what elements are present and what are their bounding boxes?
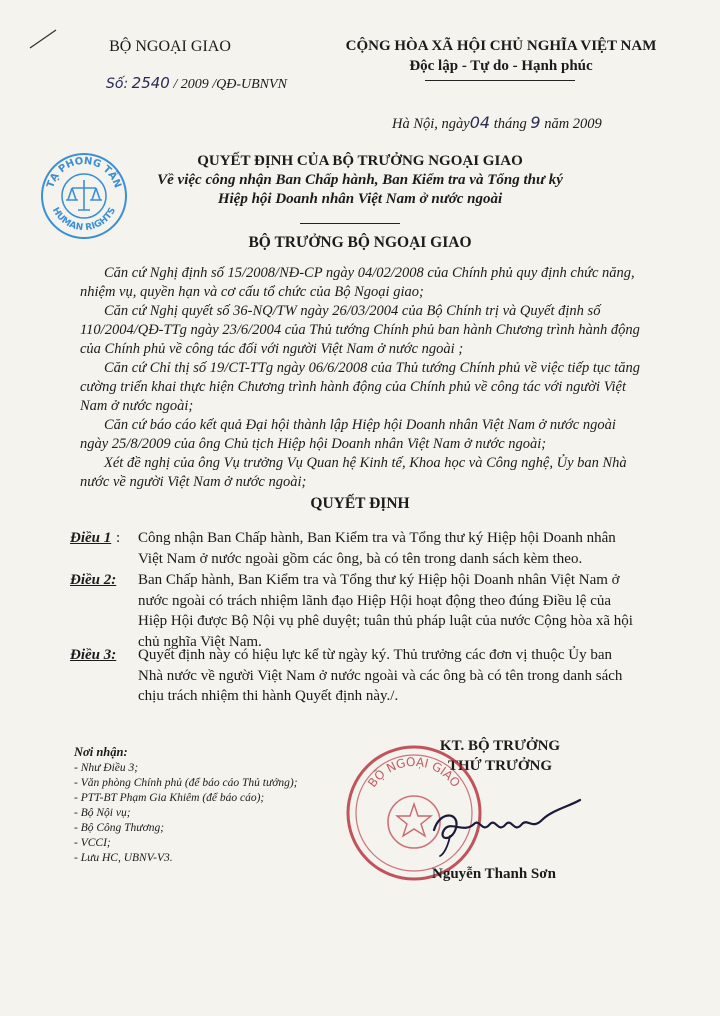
date-year: năm 2009 (544, 116, 602, 132)
date-month: 9 (530, 113, 541, 132)
preamble-2: Căn cứ Nghị quyết số 36-NQ/TW ngày 26/03/2004 của Bộ Chính trị và Quyết định số 110/2004/QĐ-TTg ngày 23/6/2004 của Thủ tướng Chính phủ ban hành Chương trình hành động của Chính phủ về công tác đối với người Việt Nam ở nước ngoài ; (80, 303, 640, 357)
recipient-item: - Như Điều 3; (74, 762, 139, 774)
recipient-item: - PTT-BT Phạm Gia Khiêm (để báo cáo); (74, 792, 265, 804)
title-underline (300, 223, 400, 224)
preamble-5: Xét đề nghị của ông Vụ trưởng Vụ Quan hệ Kinh tế, Khoa học và Công nghệ, Ủy ban Nhà nước về người Việt Nam ở nước ngoài; (80, 455, 627, 490)
recipient-item: - Bộ Nội vụ; (74, 807, 131, 819)
decision-title: QUYẾT ĐỊNH CỦA BỘ TRƯỞNG NGOẠI GIAO (197, 153, 523, 169)
republic-header: CỘNG HÒA XÃ HỘI CHỦ NGHĨA VIỆT NAM (345, 38, 657, 54)
date-day: 04 (469, 113, 491, 132)
issue-date (392, 113, 602, 133)
number-prefix: Số: (106, 76, 129, 92)
decision-subtitle-line2: Hiệp hội Doanh nhân Việt Nam ở nước ngoài (217, 191, 503, 207)
seal-text: BỘ NGOẠI GIAO (365, 754, 463, 790)
article-1 (70, 528, 650, 570)
signer-title-2: THỨ TRƯỞNG (447, 758, 553, 774)
recipient-item: - VCCI; (74, 837, 111, 849)
signer-title-1: KT. BỘ TRƯỞNG (439, 738, 561, 754)
recipient-item: - Bộ Công Thương; (74, 822, 165, 834)
article-1-text: Công nhận Ban Chấp hành, Ban Kiểm tra và Tổng thư ký Hiệp hội Doanh nhân Việt Nam ở nước ngoài gồm các ông, bà có tên trong danh sách kèm theo. (138, 530, 616, 567)
preamble-1: Căn cứ Nghị định số 15/2008/NĐ-CP ngày 04/02/2008 của Chính phủ quy định chức năng, nhiệm vụ, quyền hạn và cơ cấu tổ chức của Bộ Ngoại giao; (80, 265, 635, 300)
national-motto: Độc lập - Tự do - Hạnh phúc (409, 58, 593, 74)
preamble-3: Căn cứ Chỉ thị số 19/CT-TTg ngày 06/6/2008 của Thủ tướng Chính phủ về việc tiếp tục tăng cường triển khai thực hiện Chương trình hành động của Chính phủ về công tác với người Việt Nam ở nước ngoài; (80, 360, 640, 414)
logo-top-text: TẠ PHONG TẦN (45, 155, 123, 190)
human-rights-logo (38, 150, 130, 242)
recipient-item: - Lưu HC, UBNV-V3. (74, 852, 173, 864)
signer-name: Nguyễn Thanh Sơn (432, 866, 556, 882)
recipient-item: - Văn phòng Chính phủ (để báo cáo Thủ tướng); (74, 777, 298, 789)
decision-heading: QUYẾT ĐỊNH (310, 495, 410, 512)
date-place: Hà Nội, ngày (392, 116, 470, 132)
number-handwritten: 2540 (131, 74, 170, 92)
document-number (106, 74, 287, 93)
handwritten-signature (420, 790, 590, 860)
article-3 (70, 645, 650, 709)
pen-mark (28, 28, 58, 50)
article-2 (70, 570, 650, 654)
article-3-text: Quyết định này có hiệu lực kể từ ngày ký. Thủ trưởng các đơn vị thuộc Ủy ban Nhà nước về người Việt Nam ở nước ngoài và các ông bà có tên trong danh sách chịu trách nhiệm thi hành Quyết định này./. (138, 647, 623, 704)
svg-text:BỘ NGOẠI GIAO (365, 755, 463, 790)
article-2-label: Điều 2: (70, 572, 117, 588)
article-2-text: Ban Chấp hành, Ban Kiểm tra và Tổng thư ký Hiệp hội Doanh nhân Việt Nam ở nước ngoài có trách nhiệm lãnh đạo Hiệp Hội hoạt động theo đúng Điều lệ của Hiệp Hội được Bộ Nội vụ phê duyệt; tuân thủ pháp luật của nước Cộng hòa xã hội chủ nghĩa Việt Nam. (138, 572, 633, 650)
motto-underline (425, 80, 575, 81)
date-month-word: tháng (493, 116, 527, 132)
ministry-header: BỘ NGOẠI GIAO (109, 38, 231, 55)
decision-subtitle-line1: Về việc công nhận Ban Chấp hành, Ban Kiểm tra và Tổng thư ký (157, 172, 563, 188)
article-3-label: Điều 3: (70, 647, 117, 663)
logo-bottom-text: HUMAN RIGHTS (49, 205, 119, 234)
article-1-colon: : (116, 530, 121, 546)
preamble-4: Căn cứ báo cáo kết quả Đại hội thành lập Hiệp hội Doanh nhân Việt Nam ở nước ngoài ngày 25/8/2009 của ông Chủ tịch Hiệp hội Doanh nhân Việt Nam ở nước ngoài; (80, 417, 616, 452)
number-suffix: / 2009 /QĐ-UBNVN (173, 77, 287, 92)
article-1-label: Điều 1 (70, 530, 112, 546)
recipients-title: Nơi nhận: (74, 745, 128, 759)
authority-heading: BỘ TRƯỞNG BỘ NGOẠI GIAO (248, 234, 472, 251)
